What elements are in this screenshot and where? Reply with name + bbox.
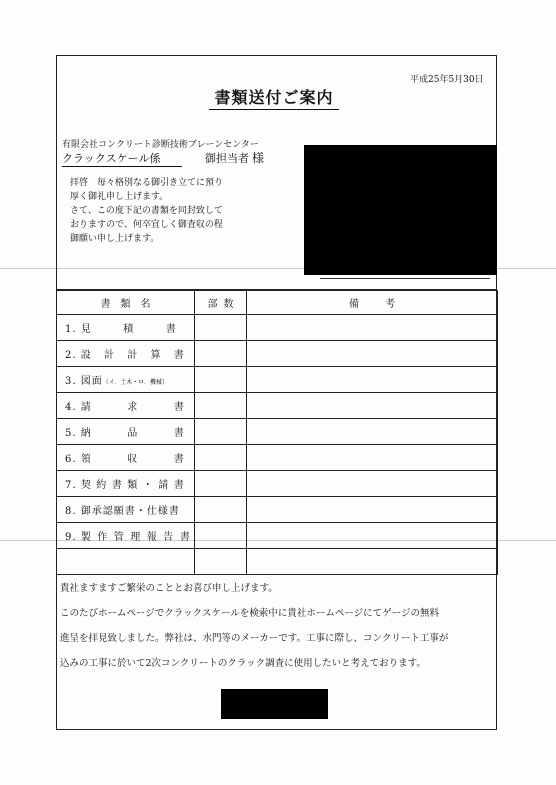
row-remarks [247,393,498,419]
row-remarks [247,419,498,445]
row-document-name: 6. 領収書 [57,445,195,471]
greeting-line: 御願い申し上げます。 [70,234,160,244]
document-date: 平成25年5月30日 [410,75,484,85]
notes-line: 込みの工事に於いて2次コンクリートのクラック調査に使用したいと考えております。 [60,658,426,669]
table-row [57,367,498,393]
greeting-text [70,176,250,246]
row-quantity [195,393,247,419]
greeting-line: おりますので、何卒宜しく御査収の程 [70,220,223,230]
recipient-honorific: 御担当者 [205,152,249,165]
row-quantity [195,549,247,575]
table-row [57,419,498,445]
header-quantity: 部数 [195,291,247,315]
table-row [57,523,498,549]
document-title: 書類送付ご案内 [209,85,339,110]
greeting-line: さて、この度下記の書類を同封致して [70,206,223,216]
row-remarks [247,549,498,575]
documents-table [56,289,497,572]
table-row [57,471,498,497]
table-header-row [57,291,498,315]
row-remarks [247,341,498,367]
divider-line [320,278,490,279]
row-remarks [247,315,498,341]
row-remarks [247,367,498,393]
row-remarks [247,497,498,523]
notes-text [60,576,495,676]
row-document-name: 9. 製作管理報告書 [57,523,195,549]
row-quantity [195,497,247,523]
row-remarks [247,445,498,471]
table-row [57,497,498,523]
row-quantity [195,315,247,341]
recipient-department: クラックスケール係 [62,150,182,167]
row-quantity [195,445,247,471]
table-row [57,315,498,341]
row-remarks [247,523,498,549]
greeting-line: 厚く御礼申し上げます。 [70,192,169,202]
row-document-name: 4. 請求書 [57,393,195,419]
recipient-sama: 様 [252,151,265,165]
greeting-line: 拝啓 毎々格別なる御引き立てに預り [70,178,224,188]
row-quantity [195,419,247,445]
header-remarks: 備考 [247,291,498,315]
row-document-name: 1. 見積書 [57,315,195,341]
notes-line: このたびホームページでクラックスケールを検索中に貴社ホームページにてゲージの無料 [60,608,439,619]
table-row [57,341,498,367]
recipient-addressee [62,150,297,166]
row-quantity [195,341,247,367]
row-document-name: 3. 図面（イ．土木・ロ．機械） [57,367,195,393]
row-quantity [195,367,247,393]
row-remarks [247,471,498,497]
row-document-name [57,549,195,575]
notes-line: 進呈を拝見致しました。弊社は、水門等のメーカーです。工事に際し、コンクリート工事が [60,633,449,644]
redaction-block [304,145,497,275]
redaction-block [221,689,328,719]
table-row [57,393,498,419]
row-document-name: 5. 納品書 [57,419,195,445]
row-document-name: 7. 契約書類・請書 [57,471,195,497]
row-document-name: 2. 設計計算書 [57,341,195,367]
header-document-name: 書類名 [57,291,195,315]
notes-line: 貴社ますますご繁栄のこととお喜び申し上げます。 [60,583,278,594]
table-row [57,445,498,471]
table-row-empty [57,549,498,575]
recipient-company: 有限会社コンクリート診断技術ブレーンセンター [62,140,259,150]
row-quantity [195,523,247,549]
documents-grid [56,290,498,575]
row-document-name: 8. 御承認願書・仕様書 [57,497,195,523]
row-quantity [195,471,247,497]
